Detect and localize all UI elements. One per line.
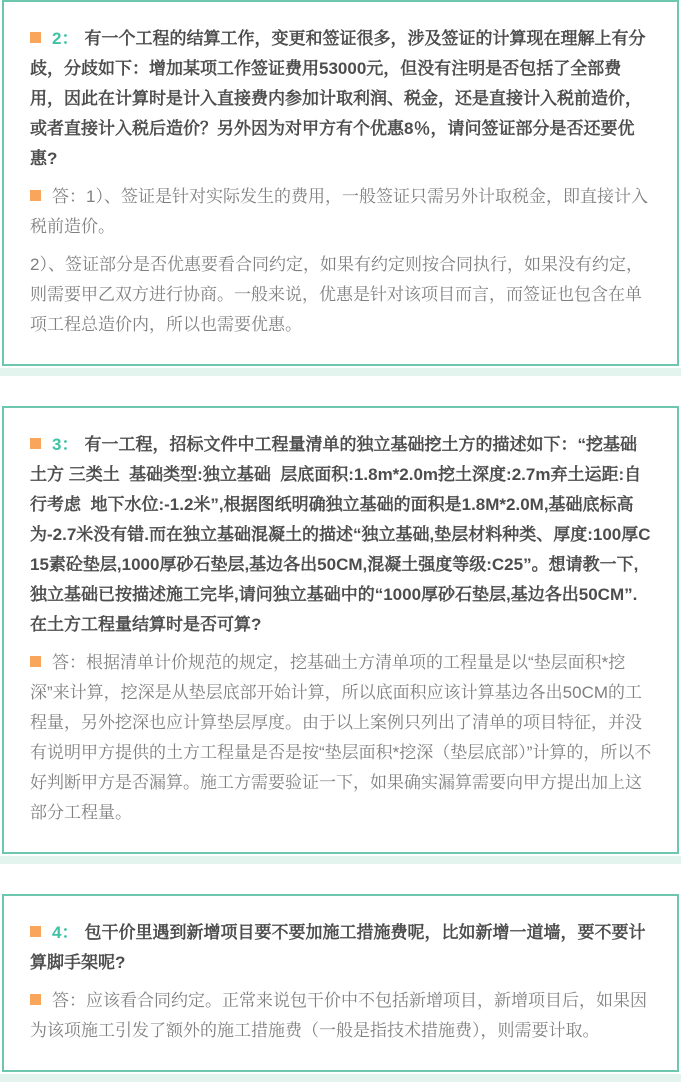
answer-paragraph <box>30 182 653 242</box>
answer-text: 应该看合同约定。正常来说包干价中不包括新增项目，新增项目后，如果因为该项施工引发了额外的施工措施费（一般是指技术措施费），则需要计取。 <box>30 991 647 1040</box>
card-shadow-strip <box>0 1074 681 1082</box>
card-shadow-strip <box>0 856 681 864</box>
question-text: 有一工程，招标文件中工程量清单的独立基础挖土方的描述如下：“挖基础土方 三类土 基础类型:独立基础 层底面积:1.8m*2.0m挖土深度:2.7m弃土运距:自行考虑 地下水位:-1.2米”,根据图纸明确独立基础的面积是1.8M*2.0M,基础底标高为-2.7米没有错.而在独立基础混凝土的描述“独立基础,垫层材料种类、厚度:100厚C15素砼垫层,1000厚砂石垫层,基边各出50CM,混凝土强度等级:C25”。想请教一下,独立基础已按描述施工完毕,请问独立基础中的“1000厚砂石垫层,基边各出50CM”.在土方工程量结算时是否可算? <box>30 435 651 634</box>
qa-card-question-4 <box>2 894 679 1072</box>
answer-text: 2）、签证部分是否优惠要看合同约定，如果有约定则按合同执行，如果没有约定，则需要甲乙双方进行协商。一般来说，优惠是针对该项目而言，而签证也包含在单项工程总造价内，所以也需要优惠。 <box>30 255 643 334</box>
qa-card-question-2 <box>2 0 679 366</box>
question-text: 包干价里遇到新增项目要不要加施工措施费呢，比如新增一道墙，要不要计算脚手架呢? <box>30 923 646 972</box>
card-shadow-strip <box>0 368 681 376</box>
question-text: 有一个工程的结算工作，变更和签证很多，涉及签证的计算现在理解上有分歧，分歧如下：增加某项工作签证费用53000元，但没有注明是否包括了全部费用，因此在计算时是计入直接费内参加计取利润、税金，还是直接计入税前造价，或者直接计入税后造价？另外因为对甲方有个优惠8％，请问签证部分是否还要优惠? <box>30 29 646 168</box>
question-paragraph <box>30 24 653 174</box>
question-paragraph <box>30 918 653 978</box>
bullet-icon <box>30 926 41 937</box>
bullet-icon <box>30 656 41 667</box>
question-number: 4： <box>52 923 79 942</box>
answer-paragraph <box>30 648 653 828</box>
answer-paragraph <box>30 250 653 340</box>
answer-text: 根据清单计价规范的规定，挖基础土方清单项的工程量是以“垫层面积*挖深”来计算，挖深是从垫层底部开始计算，所以底面积应该计算基边各出50CM的工程量，另外挖深也应计算垫层厚度。由于以上案例只列出了清单的项目特征，并没有说明甲方提供的土方工程量是否是按“垫层面积*挖深（垫层底部）”计算的，所以不好判断甲方是否漏算。施工方需要验证一下，如果确实漏算需要向甲方提出加上这部分工程量。 <box>30 653 652 822</box>
answer-label: 答： <box>52 991 86 1010</box>
question-paragraph <box>30 430 653 640</box>
bullet-icon <box>30 32 41 43</box>
answer-label: 答： <box>52 653 86 672</box>
qa-card-question-3 <box>2 406 679 854</box>
question-number: 2： <box>52 29 79 48</box>
answer-paragraph <box>30 986 653 1046</box>
answer-label: 答： <box>52 187 86 206</box>
answer-text: 1）、签证是针对实际发生的费用，一般签证只需另外计取税金，即直接计入税前造价。 <box>30 187 648 236</box>
bullet-icon <box>30 190 41 201</box>
bullet-icon <box>30 994 41 1005</box>
question-number: 3： <box>52 435 79 454</box>
bullet-icon <box>30 438 41 449</box>
